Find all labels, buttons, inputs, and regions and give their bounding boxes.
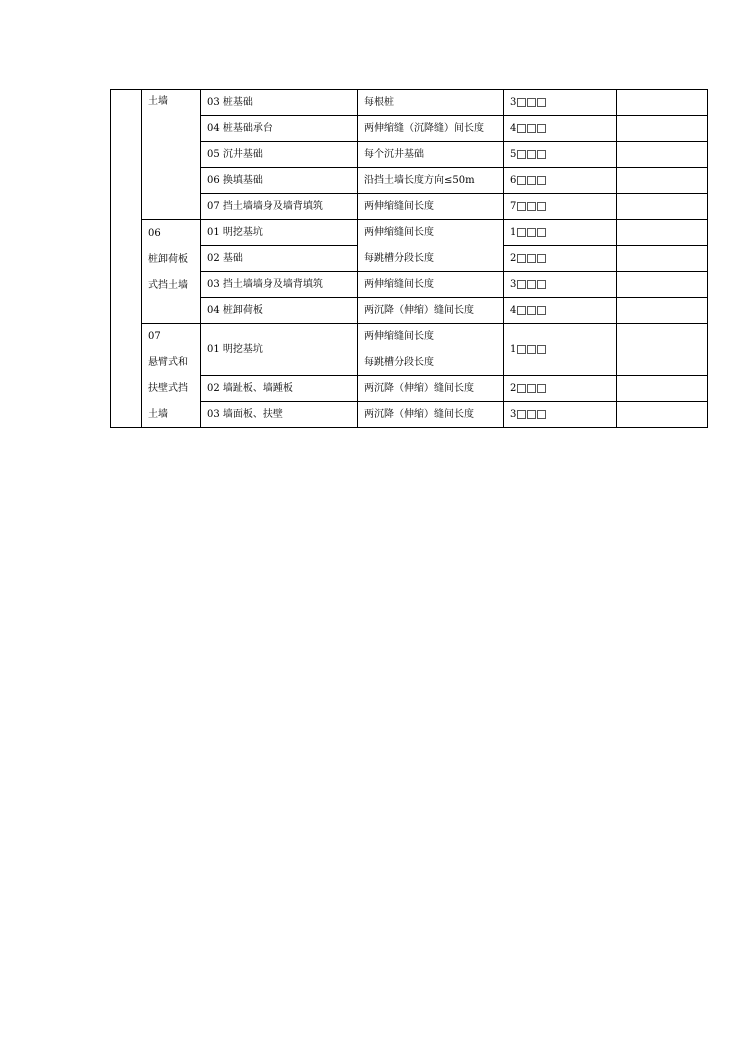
unit-cell: 两沉降（伸缩）缝间长度 — [358, 376, 504, 402]
code-number: 4 — [510, 305, 517, 316]
unit-cell: 两伸缩缝间长度 — [358, 272, 504, 298]
remark-cell — [617, 376, 708, 402]
code-number: 6 — [510, 175, 517, 186]
code-box — [517, 124, 526, 133]
code-number: 3 — [510, 97, 517, 108]
code-box — [517, 98, 526, 107]
remark-cell — [617, 272, 708, 298]
code-box — [537, 228, 546, 237]
item-cell: 02 墙趾板、墙踵板 — [201, 376, 358, 402]
code-cell — [504, 246, 617, 272]
code-cell — [504, 324, 617, 376]
remark-cell — [617, 402, 708, 428]
code-number: 1 — [510, 227, 517, 238]
code-cell — [504, 272, 617, 298]
code-cell — [504, 376, 617, 402]
code-box — [517, 306, 526, 315]
code-box — [527, 384, 536, 393]
left-margin-cell — [111, 90, 142, 428]
code-box — [517, 384, 526, 393]
code-box — [537, 150, 546, 159]
table-row — [111, 116, 708, 142]
code-box — [527, 98, 536, 107]
code-box — [537, 202, 546, 211]
code-box — [517, 345, 526, 354]
code-number: 3 — [510, 279, 517, 290]
code-cell — [504, 298, 617, 324]
group-cell — [142, 220, 201, 324]
unit-cell: 每根桩 — [358, 90, 504, 116]
unit-cell — [358, 324, 504, 376]
division-table — [110, 89, 708, 428]
remark-cell — [617, 194, 708, 220]
table-row — [111, 220, 708, 246]
code-box — [537, 410, 546, 419]
group-label: 式挡土墙 — [148, 280, 188, 291]
unit-cell: 两沉降（伸缩）缝间长度 — [358, 402, 504, 428]
code-box — [527, 306, 536, 315]
code-box — [527, 228, 536, 237]
group-label: 扶壁式挡 — [148, 383, 188, 394]
unit-cell: 两伸缩缝（沉降缝）间长度 — [358, 116, 504, 142]
code-box — [517, 202, 526, 211]
code-cell — [504, 220, 617, 246]
table-row — [111, 376, 708, 402]
unit-cell: 沿挡土墙长度方向≤50m — [358, 168, 504, 194]
code-box — [517, 228, 526, 237]
code-number: 2 — [510, 253, 517, 264]
code-box — [537, 124, 546, 133]
table-row — [111, 324, 708, 376]
code-number: 1 — [510, 344, 517, 355]
unit-line: 每跳槽分段长度 — [364, 253, 434, 264]
item-cell: 02 基础 — [201, 246, 358, 272]
code-number: 4 — [510, 123, 517, 134]
code-cell — [504, 90, 617, 116]
remark-cell — [617, 324, 708, 376]
code-box — [537, 280, 546, 289]
code-box — [527, 280, 536, 289]
code-box — [527, 254, 536, 263]
code-box — [517, 254, 526, 263]
group-label: 土墙 — [148, 96, 168, 107]
item-cell: 05 沉井基础 — [201, 142, 358, 168]
table-row — [111, 168, 708, 194]
remark-cell — [617, 168, 708, 194]
code-box — [527, 410, 536, 419]
group-label: 07 — [148, 331, 161, 342]
table-row — [111, 194, 708, 220]
code-box — [527, 176, 536, 185]
unit-line: 每跳槽分段长度 — [364, 357, 434, 368]
table-row — [111, 402, 708, 428]
group-label: 06 — [148, 228, 161, 239]
code-box — [537, 98, 546, 107]
unit-cell: 两伸缩缝间长度 — [358, 194, 504, 220]
unit-cell: 每个沉井基础 — [358, 142, 504, 168]
unit-line: 两伸缩缝间长度 — [364, 227, 434, 238]
code-box — [537, 176, 546, 185]
code-cell — [504, 168, 617, 194]
remark-cell — [617, 90, 708, 116]
item-cell: 01 明挖基坑 — [201, 324, 358, 376]
code-number: 3 — [510, 409, 517, 420]
code-cell — [504, 142, 617, 168]
item-cell: 03 墙面板、扶壁 — [201, 402, 358, 428]
item-cell: 01 明挖基坑 — [201, 220, 358, 246]
item-cell: 06 换填基础 — [201, 168, 358, 194]
code-box — [527, 345, 536, 354]
code-box — [537, 254, 546, 263]
group-cell — [142, 90, 201, 220]
code-box — [527, 150, 536, 159]
code-box — [517, 150, 526, 159]
table-row — [111, 142, 708, 168]
item-cell: 03 桩基础 — [201, 90, 358, 116]
item-cell: 07 挡土墙墙身及墙背填筑 — [201, 194, 358, 220]
code-box — [527, 124, 536, 133]
remark-cell — [617, 298, 708, 324]
remark-cell — [617, 246, 708, 272]
code-box — [537, 384, 546, 393]
unit-cell: 两沉降（伸缩）缝间长度 — [358, 298, 504, 324]
item-cell: 04 桩卸荷板 — [201, 298, 358, 324]
table-row — [111, 272, 708, 298]
group-label: 桩卸荷板 — [148, 254, 188, 265]
group-label: 土墙 — [148, 409, 168, 420]
code-number: 7 — [510, 201, 517, 212]
unit-cell — [358, 220, 504, 272]
group-label: 悬臂式和 — [148, 357, 188, 368]
remark-cell — [617, 142, 708, 168]
remark-cell — [617, 220, 708, 246]
code-box — [527, 202, 536, 211]
group-cell — [142, 324, 201, 428]
unit-line: 两伸缩缝间长度 — [364, 331, 434, 342]
code-box — [537, 345, 546, 354]
code-number: 5 — [510, 149, 517, 160]
code-box — [517, 280, 526, 289]
code-box — [537, 306, 546, 315]
item-cell: 04 桩基础承台 — [201, 116, 358, 142]
code-cell — [504, 194, 617, 220]
remark-cell — [617, 116, 708, 142]
item-cell: 03 挡土墙墙身及墙背填筑 — [201, 272, 358, 298]
code-box — [517, 176, 526, 185]
code-cell — [504, 116, 617, 142]
code-number: 2 — [510, 383, 517, 394]
code-box — [517, 410, 526, 419]
table-row — [111, 90, 708, 116]
table-row — [111, 298, 708, 324]
code-cell — [504, 402, 617, 428]
